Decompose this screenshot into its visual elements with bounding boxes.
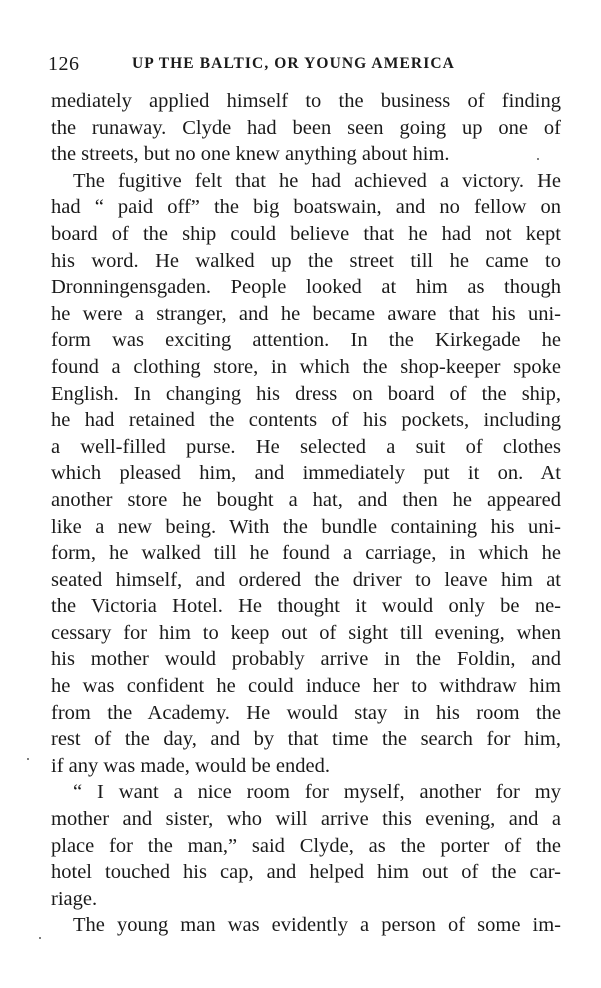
text-line: form was exciting attention. In the Kirkegade he [51, 329, 561, 352]
text-line: the streets, but no one knew anything about him. [51, 143, 450, 166]
text-line: he were a stranger, and he became aware that his uni- [51, 302, 561, 325]
text-line: another store he bought a hat, and then he appeared [51, 488, 561, 511]
text-line: form, he walked till he found a carriage, in which he [51, 542, 561, 565]
text-line: found a clothing store, in which the shop-keeper spoke [51, 355, 561, 378]
ink-speck [39, 937, 41, 939]
text-line: he was confident he could induce her to withdraw him [51, 675, 561, 698]
text-line: “ I want a nice room for myself, another for my [73, 781, 561, 804]
text-line: The fugitive felt that he had achieved a victory. He [73, 169, 561, 192]
text-line: from the Academy. He would stay in his room the [51, 701, 561, 724]
text-line: cessary for him to keep out of sight till evening, when [51, 621, 561, 644]
page-number: 126 [48, 53, 80, 75]
text-line: rest of the day, and by that time the search for him, [51, 728, 561, 751]
text-line: hotel touched his cap, and helped him out of the car- [51, 861, 561, 884]
text-line: if any was made, would be ended. [51, 754, 330, 777]
text-line: riage. [51, 887, 98, 910]
text-line: had “ paid off” the big boatswain, and no fellow on [51, 196, 561, 219]
text-line: the runaway. Clyde had been seen going up one of [51, 116, 561, 139]
ink-speck [27, 758, 29, 760]
text-line: his word. He walked up the street till he came to [51, 249, 561, 272]
text-line: Dronningensgaden. People looked at him as though [51, 276, 561, 299]
text-line: his mother would probably arrive in the Foldin, and [51, 648, 561, 671]
text-line: mediately applied himself to the business of finding [51, 90, 561, 112]
ink-speck [537, 158, 539, 160]
text-line: The young man was evidently a person of some im- [73, 914, 561, 937]
body-text [51, 88, 561, 939]
text-line: board of the ship could believe that he had not kept [51, 222, 561, 245]
text-line: English. In changing his dress on board of the ship, [51, 382, 561, 405]
text-line: mother and sister, who will arrive this evening, and a [51, 808, 561, 831]
text-line: a well-filled purse. He selected a suit of clothes [51, 435, 561, 458]
text-line: place for the man,” said Clyde, as the porter of the [51, 834, 561, 857]
text-line: the Victoria Hotel. He thought it would only be ne- [51, 595, 561, 618]
text-line: like a new being. With the bundle containing his uni- [51, 515, 561, 538]
text-line: which pleased him, and immediately put it on. At [51, 462, 561, 485]
text-line: seated himself, and ordered the driver to leave him at [51, 568, 561, 591]
running-title: UP THE BALTIC, OR YOUNG AMERICA [132, 55, 455, 72]
text-line: he had retained the contents of his pockets, including [51, 409, 561, 432]
page-header [48, 50, 568, 78]
